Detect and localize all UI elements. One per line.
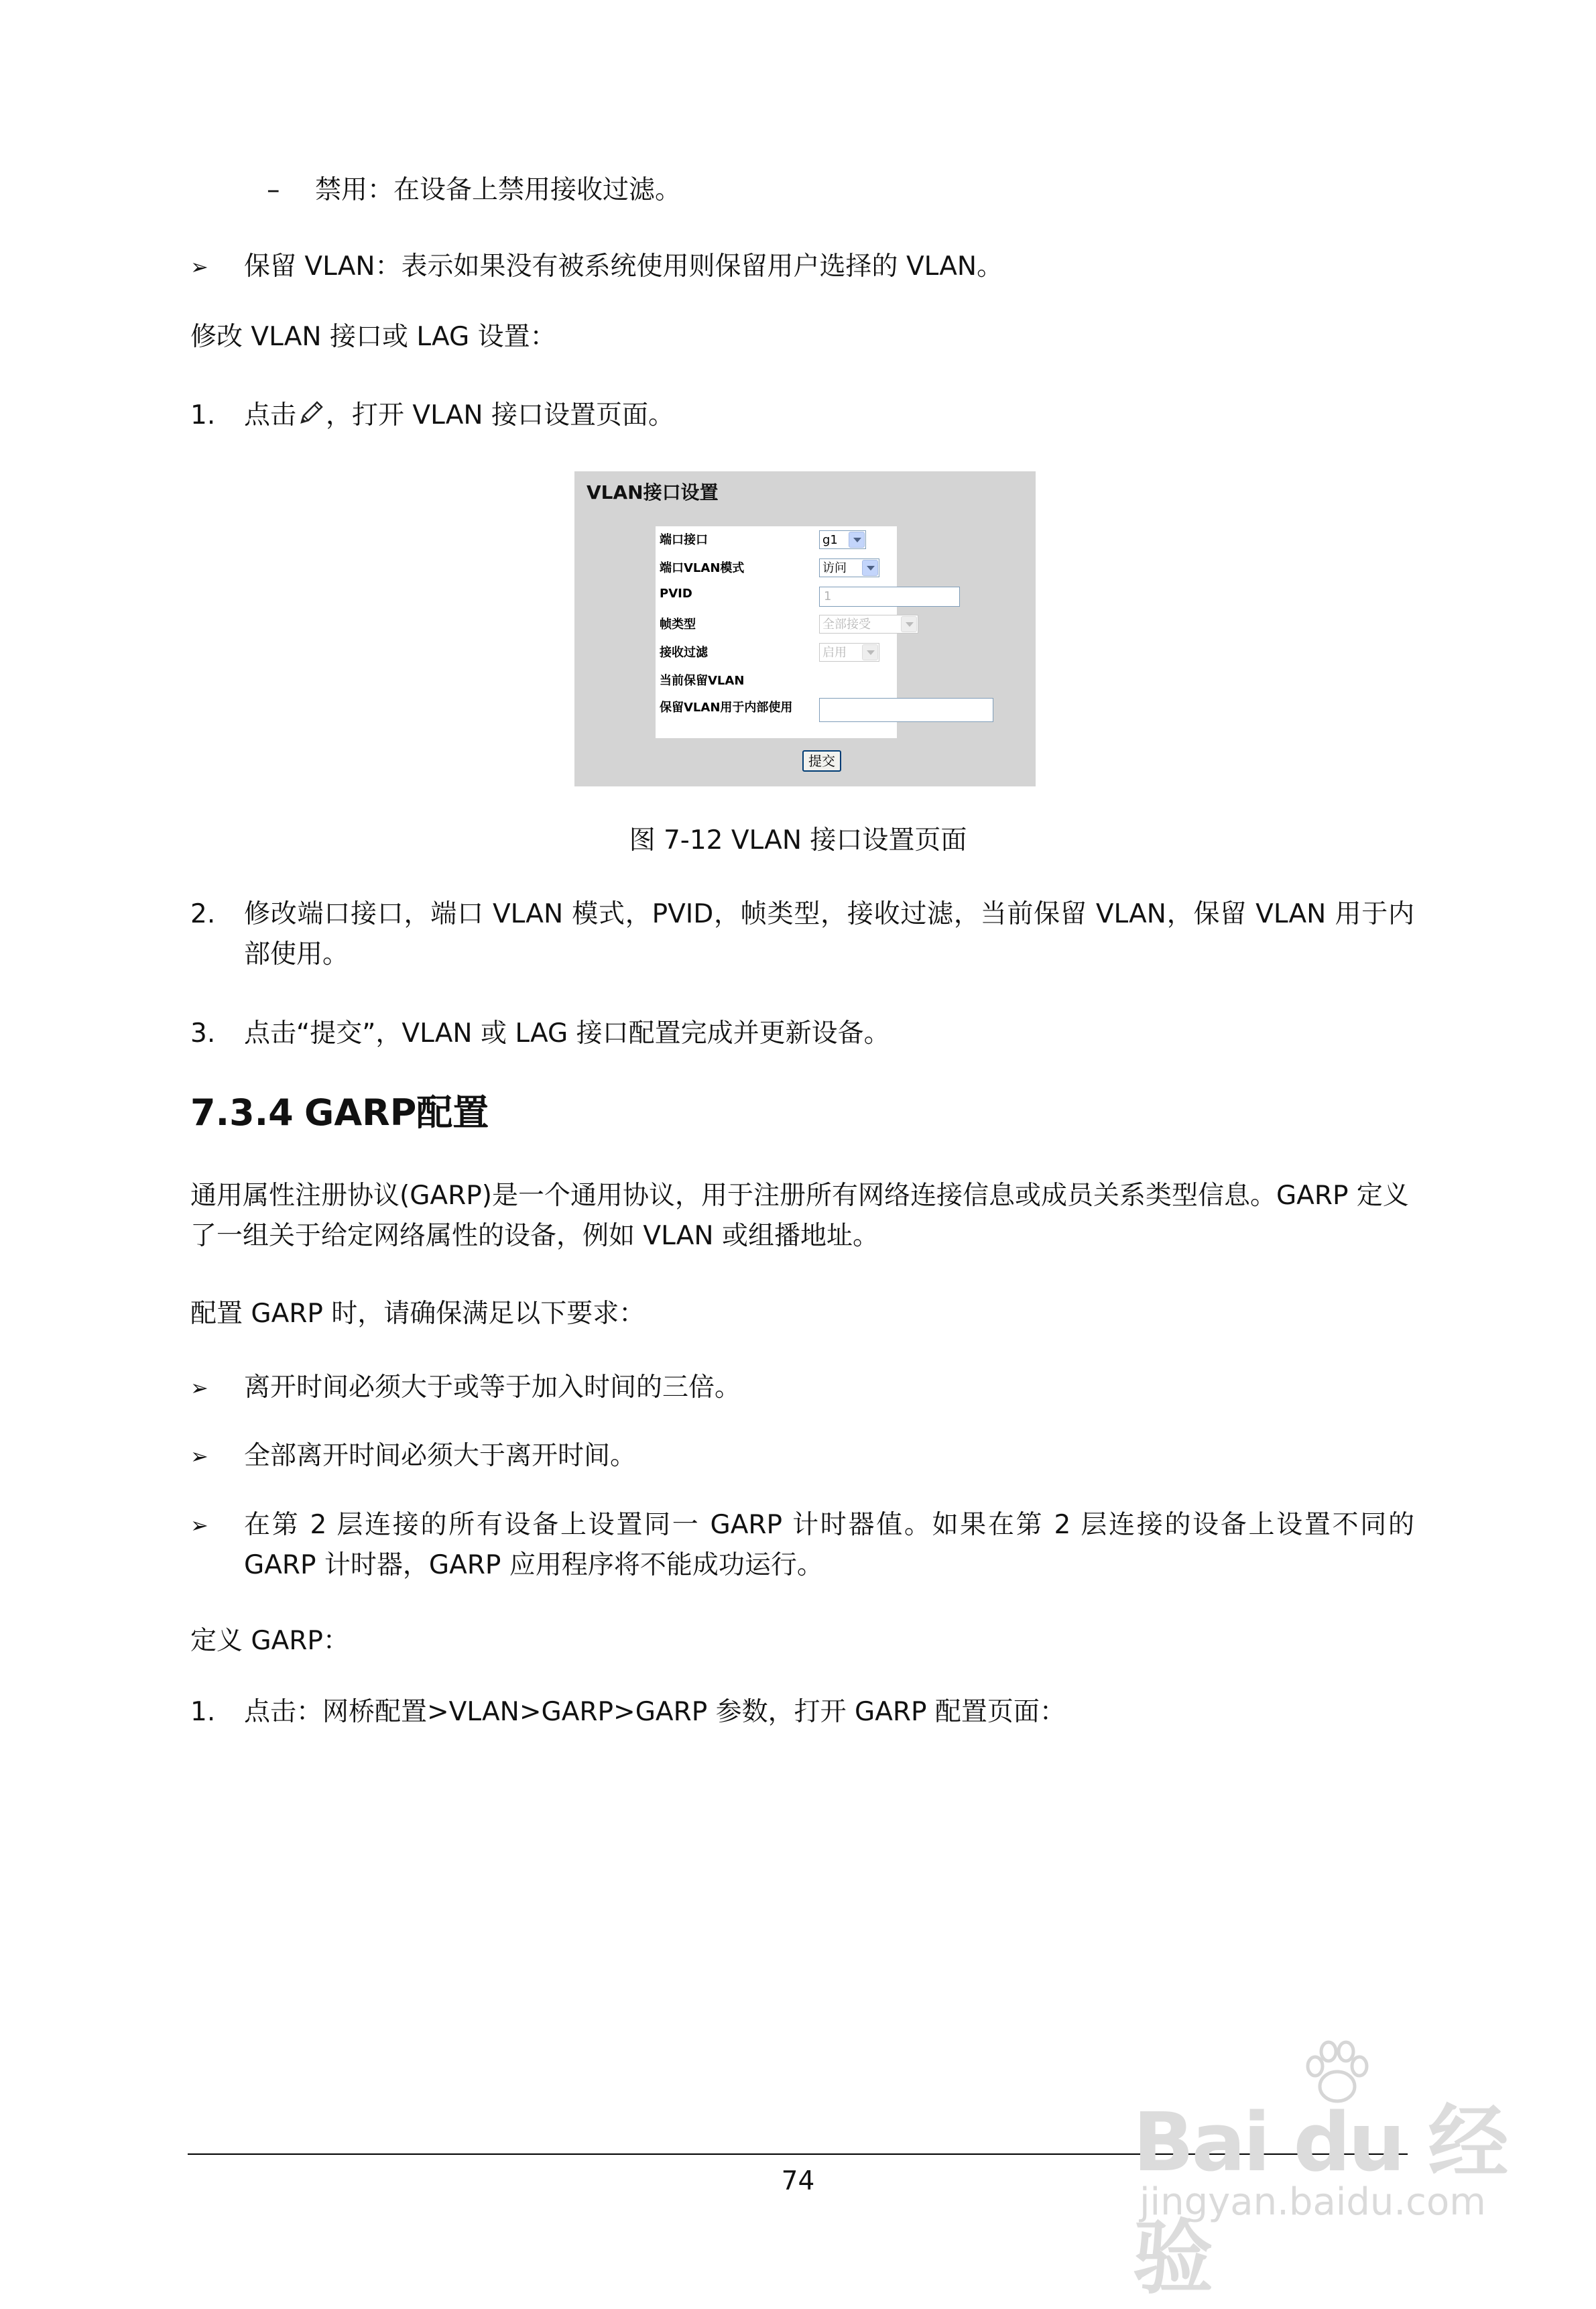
step-number: 3. xyxy=(190,1018,216,1049)
step-2-text: 修改端口接口，端口 VLAN 模式，PVID，帧类型，接收过滤，当前保留 VLAN，保留 VLAN 用于内部使用。 xyxy=(244,899,1414,969)
ingress-filter-select[interactable] xyxy=(819,643,879,662)
row-vlan-mode xyxy=(656,554,897,580)
page-number: 74 xyxy=(781,2166,815,2196)
dash-marker: – xyxy=(267,175,280,205)
bullet-marker: ➢ xyxy=(190,1513,208,1538)
submit-button[interactable]: 提交 xyxy=(802,750,841,772)
step-number: 1. xyxy=(190,1697,216,1727)
label-ingress-filter: 接收过滤 xyxy=(660,646,708,660)
pencil-edit-icon xyxy=(296,398,326,428)
port-interface-select[interactable] xyxy=(819,530,866,549)
step-1-pre: 点击 xyxy=(244,400,297,430)
vlan-interface-settings-screenshot xyxy=(574,471,1036,786)
label-pvid: PVID xyxy=(660,587,692,601)
text-garp-requirements: 配置 GARP 时，请确保满足以下要求： xyxy=(190,1299,646,1329)
pvid-input[interactable]: 1 xyxy=(819,587,960,607)
row-frame-type xyxy=(656,611,897,636)
figure-caption: 图 7-12 VLAN 接口设置页面 xyxy=(629,825,967,855)
chevron-down-icon xyxy=(862,644,878,660)
baidu-jingyan-watermark xyxy=(1133,2038,1522,2305)
label-port-interface: 端口接口 xyxy=(660,533,708,547)
ingress-filter-value: 启用 xyxy=(822,646,847,660)
row-pvid xyxy=(656,583,897,608)
row-reserved-internal xyxy=(656,694,897,719)
panel-title: VLAN接口设置 xyxy=(587,481,719,504)
row-ingress-filter xyxy=(656,639,897,664)
text-leaveall-time: 全部离开时间必须大于离开时间。 xyxy=(244,1441,637,1471)
section-title: GARP配置 xyxy=(304,1091,489,1134)
label-frame-type: 帧类型 xyxy=(660,617,696,632)
text-reserved-vlan: 保留 VLAN：表示如果没有被系统使用则保留用户选择的 VLAN。 xyxy=(244,251,1003,282)
frame-type-value: 全部接受 xyxy=(822,617,871,632)
chevron-down-icon xyxy=(901,616,917,632)
vlan-mode-select[interactable] xyxy=(819,558,879,577)
bullet-marker: ➢ xyxy=(190,1375,208,1401)
chevron-down-icon[interactable] xyxy=(862,560,878,576)
row-current-reserved xyxy=(656,667,897,693)
text-disable-filter: 禁用：在设备上禁用接收过滤。 xyxy=(315,175,682,205)
row-port-interface xyxy=(656,526,897,552)
text-modify-intro: 修改 VLAN 接口或 LAG 设置： xyxy=(190,322,556,352)
frame-type-select[interactable] xyxy=(819,615,918,634)
step-number: 1. xyxy=(190,400,216,430)
section-number: 7.3.4 xyxy=(190,1091,294,1134)
watermark-logo: Bai du 经验 xyxy=(1133,2096,1506,2305)
step-1-text xyxy=(244,396,674,436)
watermark-url: jingyan.baidu.com xyxy=(1140,2180,1486,2224)
text-garp-definition: 通用属性注册协议(GARP)是一个通用协议，用于注册所有网络连接信息或成员关系类型信息。GARP 定义了一组关于给定网络属性的设备，例如 VLAN 或组播地址。 xyxy=(190,1181,1409,1251)
port-interface-value: g1 xyxy=(822,533,838,547)
label-reserved-vlan-internal: 保留VLAN用于内部使用 xyxy=(660,701,793,715)
reserved-vlan-input[interactable] xyxy=(819,698,993,722)
text-leave-time: 离开时间必须大于或等于加入时间的三倍。 xyxy=(244,1372,741,1403)
text-timer-consistency: 在第 2 层连接的所有设备上设置同一 GARP 计时器值。如果在第 2 层连接的设备上设置不同的 GARP 计时器，GARP 应用程序将不能成功运行。 xyxy=(244,1510,1414,1580)
chevron-down-icon[interactable] xyxy=(849,532,865,548)
step-1-post: ，打开 VLAN 接口设置页面。 xyxy=(326,400,674,430)
label-current-reserved-vlan: 当前保留VLAN xyxy=(660,674,745,688)
settings-form xyxy=(656,526,897,738)
bullet-marker: ➢ xyxy=(190,254,208,280)
step-3-text: 点击“提交”，VLAN 或 LAG 接口配置完成并更新设备。 xyxy=(244,1018,890,1049)
bullet-marker: ➢ xyxy=(190,1443,208,1469)
step-number: 2. xyxy=(190,899,216,929)
text-define-garp: 定义 GARP： xyxy=(190,1626,349,1656)
label-vlan-mode: 端口VLAN模式 xyxy=(660,561,745,575)
vlan-mode-value: 访问 xyxy=(822,561,847,575)
step-garp-text: 点击：网桥配置>VLAN>GARP>GARP 参数，打开 GARP 配置页面： xyxy=(244,1697,1066,1727)
section-heading xyxy=(190,1089,489,1136)
